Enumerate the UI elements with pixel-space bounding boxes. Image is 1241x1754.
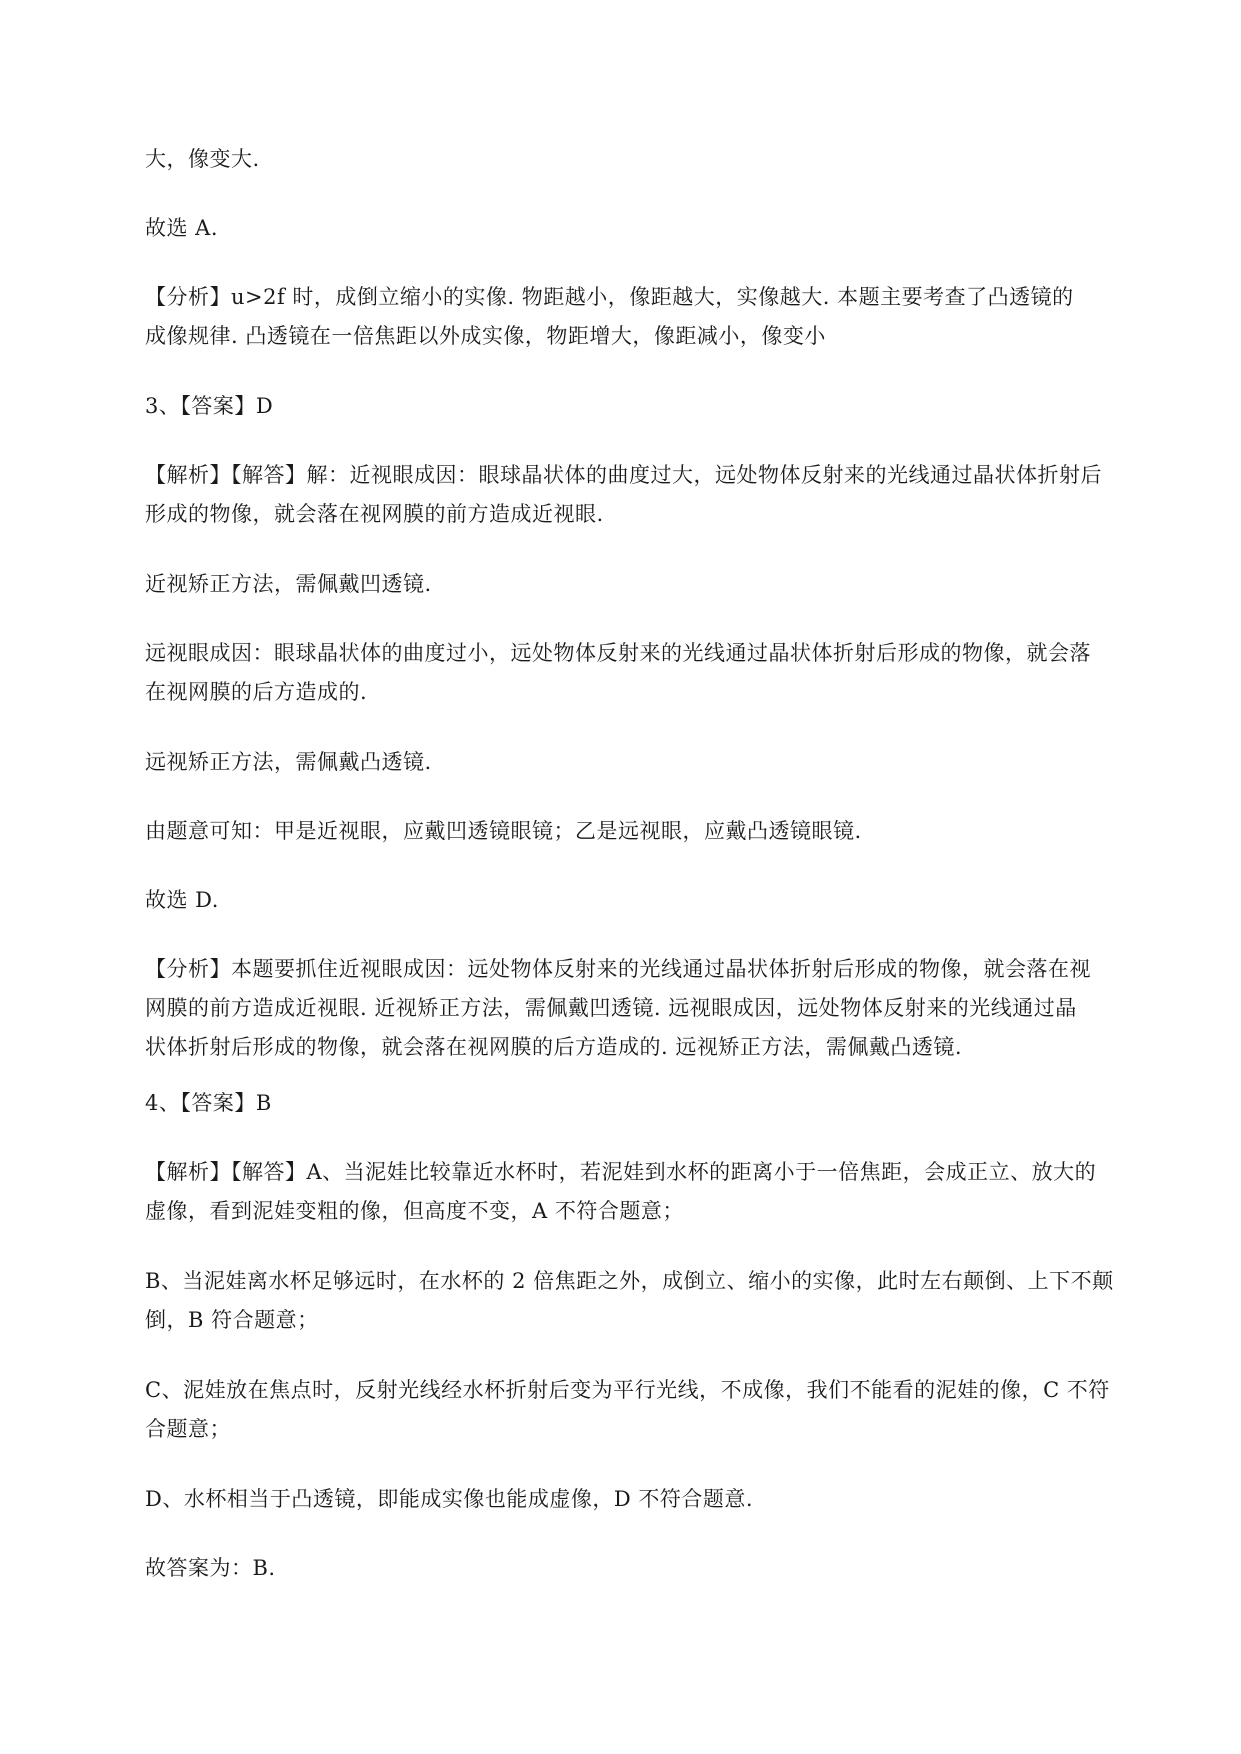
paragraph-analysis-3: [145, 950, 1155, 1067]
text-line: 远视眼成因：眼球晶状体的曲度过小，远处物体反射来的光线通过晶状体折射后形成的物像，就会落: [145, 641, 1091, 665]
paragraph-solution-4b: [145, 1262, 1155, 1340]
paragraph-analysis-2: [145, 278, 1155, 356]
text-line: 3、【答案】D: [145, 394, 274, 418]
text-line: 由题意可知：甲是近视眼，应戴凹透镜眼镜；乙是远视眼，应戴凸透镜眼镜.: [145, 819, 862, 843]
text-line: 状体折射后形成的物像，就会落在视网膜的后方造成的. 远视矫正方法，需佩戴凸透镜.: [145, 1035, 963, 1059]
text-line: 大，像变大.: [145, 147, 260, 171]
text-line: B、当泥娃离水杯足够远时，在水杯的 2 倍焦距之外，成倒立、缩小的实像，此时左右颠倒、上下不颠: [145, 1269, 1114, 1293]
text-line: 在视网膜的后方造成的.: [145, 680, 368, 704]
paragraph-solution-3: [145, 456, 1155, 534]
text-line: 4、【答案】B: [145, 1091, 272, 1115]
text-line: 【分析】u>2f 时，成倒立缩小的实像. 物距越小，像距越大，实像越大. 本题主要考查了凸透镜的: [145, 285, 1074, 309]
text-line: 【分析】本题要抓住近视眼成因：远处物体反射来的光线通过晶状体折射后形成的物像，就会落在视: [145, 957, 1091, 981]
text-line: C、泥娃放在焦点时，反射光线经水杯折射后变为平行光线，不成像，我们不能看的泥娃的像，C 不符: [145, 1378, 1110, 1402]
text-line: 故选 D.: [145, 888, 219, 912]
paragraph-hyperopia-cause: [145, 634, 1155, 712]
answer-heading-3: [145, 387, 1155, 426]
text-line: 故选 A.: [145, 216, 219, 240]
text-line: 合题意；: [145, 1417, 231, 1441]
text-line: 网膜的前方造成近视眼. 近视矫正方法，需佩戴凹透镜. 远视眼成因，远处物体反射来的光线通过晶: [145, 996, 1077, 1020]
paragraph-conclusion-2: [145, 140, 1155, 179]
text-line: 故答案为：B.: [145, 1556, 276, 1580]
answer-heading-4: [145, 1084, 1155, 1123]
text-line: 成像规律. 凸透镜在一倍焦距以外成实像，物距增大，像距减小，像变小: [145, 324, 826, 348]
text-line: 虚像，看到泥娃变粗的像，但高度不变，A 不符合题意；: [145, 1199, 684, 1223]
paragraph-final-answer-4: [145, 1549, 1155, 1588]
paragraph-myopia-correction: [145, 565, 1155, 604]
paragraph-hyperopia-correction: [145, 743, 1155, 782]
text-line: 远视矫正方法，需佩戴凸透镜.: [145, 750, 432, 774]
text-line: 形成的物像，就会落在视网膜的前方造成近视眼.: [145, 502, 604, 526]
paragraph-solution-4a: [145, 1153, 1155, 1231]
text-line: 【解析】【解答】A、当泥娃比较靠近水杯时，若泥娃到水杯的距离小于一倍焦距，会成正立、放大的: [145, 1160, 1097, 1184]
paragraph-choice-3: [145, 881, 1155, 920]
text-line: D、水杯相当于凸透镜，即能成实像也能成虚像，D 不符合题意.: [145, 1487, 754, 1511]
paragraph-deduction: [145, 812, 1155, 851]
paragraph-solution-4c: [145, 1371, 1155, 1449]
paragraph-choice-2: [145, 209, 1155, 248]
paragraph-solution-4d: [145, 1480, 1155, 1519]
text-line: 倒，B 符合题意；: [145, 1308, 319, 1332]
text-line: 近视矫正方法，需佩戴凹透镜.: [145, 572, 432, 596]
text-line: 【解析】【解答】解：近视眼成因：眼球晶状体的曲度过大，远处物体反射来的光线通过晶状体折射后: [145, 463, 1102, 487]
